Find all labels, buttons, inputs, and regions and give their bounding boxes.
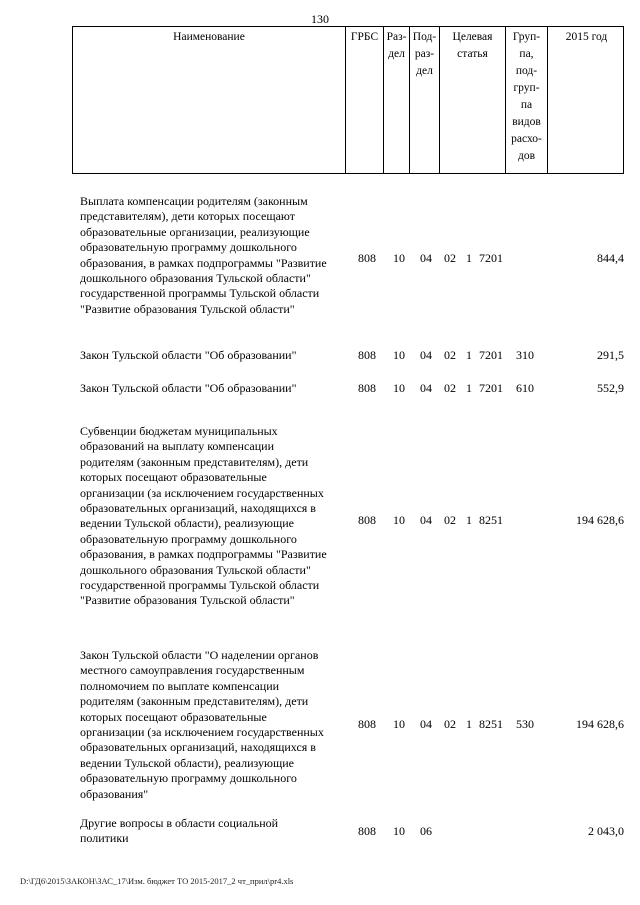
- grbs-cell: 808: [358, 381, 376, 395]
- file-path-footer: D:\ГД6\2015\ЗАКОН\ЗАС_17\Изм. бюджет ТО 2015-2017_2 чт_прил\pr4.xls: [20, 876, 294, 886]
- row-name-line: родителям (законным представителям), дети: [80, 694, 309, 709]
- row-name: [80, 381, 350, 396]
- podrazdel-cell: 04: [420, 717, 432, 731]
- row-name: [80, 648, 350, 802]
- row-name-line: Закон Тульской области "О наделении органов: [80, 648, 319, 662]
- cel-statya-subprogram-cell: 1: [466, 348, 472, 362]
- table-header: [72, 26, 624, 174]
- header-name: [73, 27, 345, 173]
- cel-statya-code-cell: 8251: [479, 717, 503, 731]
- row-name-line: государственной программы Тульской области: [80, 578, 320, 593]
- header-podrazdel-line: раз-: [414, 48, 435, 60]
- grbs-cell: 808: [358, 251, 376, 265]
- row-name-line: образовательную программу дошкольного: [80, 531, 297, 546]
- razdel-cell: 10: [393, 824, 405, 838]
- row-name-line: организации (за исключением государственных: [80, 725, 324, 740]
- amount-cell: 194 628,6: [576, 717, 624, 731]
- row-name-line: местного самоуправления государственным: [80, 663, 305, 678]
- cel-statya-program-cell: 02: [444, 717, 456, 731]
- razdel-cell: 10: [393, 381, 405, 395]
- header-grbs: [345, 27, 383, 173]
- header-razdel-line: дел: [388, 48, 405, 60]
- cel-statya-subprogram-cell: 1: [466, 251, 472, 265]
- header-grbs-line: ГРБС: [350, 31, 379, 43]
- gruppa-cell: 530: [516, 717, 534, 731]
- row-name-line: образовательную программу дошкольного: [80, 240, 297, 255]
- podrazdel-cell: 04: [420, 381, 432, 395]
- row-name-line: образовательные организации, реализующие: [80, 224, 310, 239]
- razdel-cell: 10: [393, 348, 405, 362]
- header-gruppa: [505, 27, 547, 173]
- cel-statya-subprogram-cell: 1: [466, 717, 472, 731]
- row-name: [80, 816, 350, 847]
- cel-statya-subprogram-cell: 1: [466, 381, 472, 395]
- gruppa-cell: 310: [516, 348, 534, 362]
- amount-cell: 291,5: [597, 348, 624, 362]
- header-gruppa-line: расхо-: [511, 133, 542, 145]
- cel-statya-code-cell: 7201: [479, 251, 503, 265]
- row-name-line: дошкольного образования Тульской области": [80, 271, 311, 286]
- row-name-line: ведении Тульской области), реализующие: [80, 516, 294, 531]
- header-razdel: [383, 27, 409, 173]
- header-podrazdel-line: Под-: [412, 31, 437, 43]
- row-name-line: образования": [80, 786, 149, 801]
- amount-cell: 2 043,0: [588, 824, 624, 838]
- row-name-line: дошкольного образования Тульской области": [80, 562, 311, 577]
- header-gruppa-line: груп-: [513, 82, 540, 94]
- header-gruppa-line: па,: [519, 48, 534, 60]
- row-name-line: Выплата компенсации родителям (законным: [80, 194, 308, 208]
- podrazdel-cell: 04: [420, 513, 432, 527]
- row-name-line: полномочием по выплате компенсации: [80, 678, 280, 693]
- row-name-line: образований на выплату компенсации: [80, 439, 275, 454]
- row-name: [80, 194, 350, 317]
- header-cel-statya-line: Целевая: [452, 31, 493, 43]
- header-gruppa-line: дов: [517, 150, 536, 162]
- page-number: 130: [311, 12, 329, 26]
- razdel-cell: 10: [393, 513, 405, 527]
- podrazdel-cell: 04: [420, 348, 432, 362]
- row-name-line: политики: [80, 831, 129, 846]
- cel-statya-code-cell: 7201: [479, 381, 503, 395]
- podrazdel-cell: 06: [420, 824, 432, 838]
- cel-statya-subprogram-cell: 1: [466, 513, 472, 527]
- header-cel-statya-line: статья: [457, 48, 488, 60]
- row-name-line: "Развитие образования Тульской области": [80, 593, 295, 608]
- razdel-cell: 10: [393, 251, 405, 265]
- row-name-line: представителям), дети которых посещают: [80, 209, 295, 224]
- cel-statya-code-cell: 7201: [479, 348, 503, 362]
- row-name-line: которых посещают образовательные: [80, 709, 267, 724]
- cel-statya-program-cell: 02: [444, 348, 456, 362]
- row-name-line: образовательную программу дошкольного: [80, 771, 297, 786]
- row-name: [80, 348, 350, 363]
- row-name-line: Субвенции бюджетам муниципальных: [80, 424, 278, 438]
- row-name-line: образования, в рамках подпрограммы "Развитие: [80, 547, 327, 562]
- cel-statya-program-cell: 02: [444, 251, 456, 265]
- row-name-line: Другие вопросы в области социальной: [80, 816, 279, 830]
- grbs-cell: 808: [358, 717, 376, 731]
- header-gruppa-line: па: [520, 99, 533, 111]
- gruppa-cell: 610: [516, 381, 534, 395]
- amount-cell: 844,4: [597, 251, 624, 265]
- row-name-line: Закон Тульской области "Об образовании": [80, 348, 297, 362]
- grbs-cell: 808: [358, 824, 376, 838]
- row-name-line: образовательных организаций, находящихся в: [80, 740, 316, 755]
- row-name-line: которых посещают образовательные: [80, 470, 267, 485]
- cel-statya-program-cell: 02: [444, 513, 456, 527]
- podrazdel-cell: 04: [420, 251, 432, 265]
- header-name-line: Наименование: [173, 31, 245, 43]
- header-podrazdel: [409, 27, 439, 173]
- row-name-line: образования, в рамках подпрограммы "Развитие: [80, 255, 327, 270]
- row-name-line: родителям (законным представителям), дети: [80, 454, 309, 469]
- header-podrazdel-line: дел: [416, 65, 433, 77]
- cel-statya-code-cell: 8251: [479, 513, 503, 527]
- header-cel-statya: [439, 27, 505, 173]
- row-name-line: государственной программы Тульской области: [80, 286, 320, 301]
- row-name: [80, 424, 350, 609]
- row-name-line: организации (за исключением государственных: [80, 485, 324, 500]
- amount-cell: 552,9: [597, 381, 624, 395]
- amount-cell: 194 628,6: [576, 513, 624, 527]
- header-year: [547, 27, 625, 173]
- header-gruppa-line: Груп-: [512, 31, 541, 43]
- grbs-cell: 808: [358, 348, 376, 362]
- header-razdel-line: Раз-: [386, 31, 407, 43]
- row-name-line: образовательных организаций, находящихся в: [80, 501, 316, 516]
- header-gruppa-line: видов: [512, 116, 541, 128]
- cel-statya-program-cell: 02: [444, 381, 456, 395]
- row-name-line: Закон Тульской области "Об образовании": [80, 381, 297, 395]
- grbs-cell: 808: [358, 513, 376, 527]
- row-name-line: "Развитие образования Тульской области": [80, 301, 295, 316]
- header-year-line: 2015 год: [565, 31, 608, 43]
- row-name-line: ведении Тульской области), реализующие: [80, 755, 294, 770]
- header-gruppa-line: под-: [515, 65, 538, 77]
- razdel-cell: 10: [393, 717, 405, 731]
